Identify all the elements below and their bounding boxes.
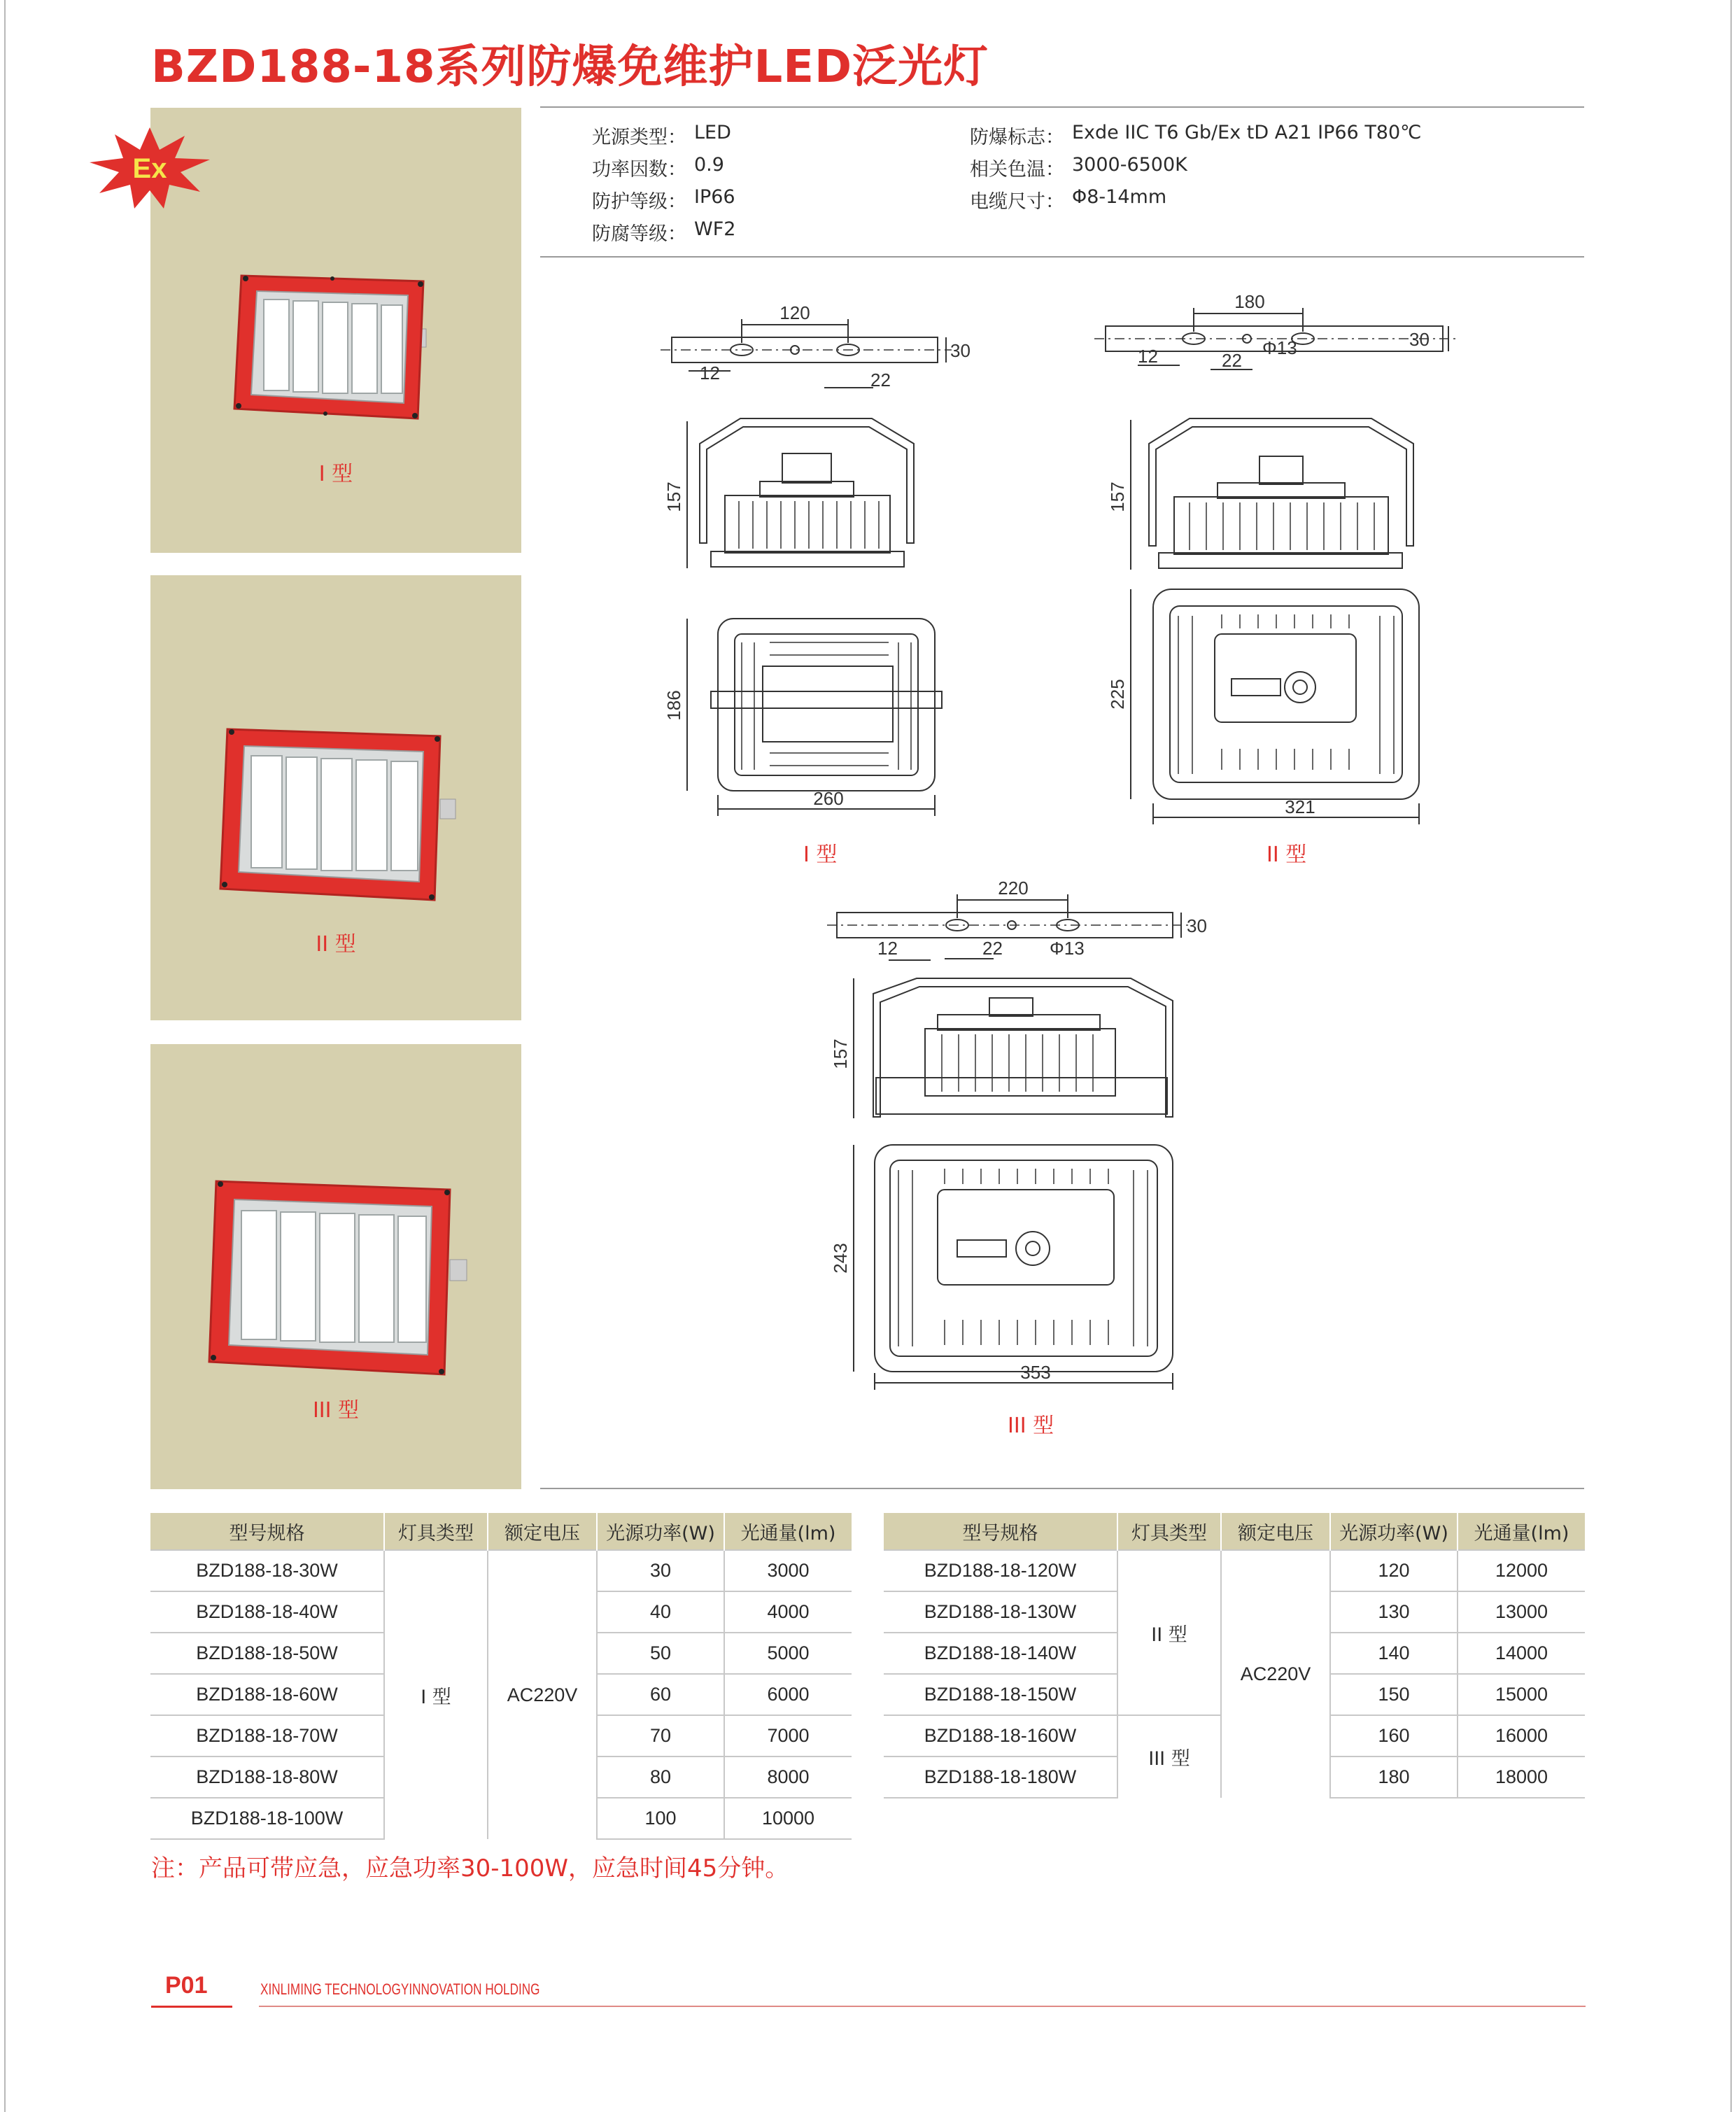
drawing-type-2 xyxy=(1092,287,1469,833)
spec-value-ex-marking: Exde IIC T6 Gb/Ex tD A21 IP66 T80℃ xyxy=(1072,122,1422,143)
table-row xyxy=(884,1550,1585,1591)
spec-top-rule xyxy=(540,106,1584,108)
lamp-type-cell: I 型 xyxy=(384,1550,488,1839)
drawing-label-type-2: II 型 xyxy=(1266,843,1307,867)
model-cell: BZD188-18-150W xyxy=(884,1674,1117,1715)
photo-label-type-3: III 型 xyxy=(312,1398,360,1423)
model-cell: BZD188-18-50W xyxy=(150,1633,384,1674)
power-cell: 140 xyxy=(1330,1633,1458,1674)
spec-label-color-temp: 相关色温： xyxy=(970,159,1064,181)
power-cell: 130 xyxy=(1330,1591,1458,1633)
model-cell: BZD188-18-40W xyxy=(150,1591,384,1633)
header-model: 型号规格 xyxy=(884,1513,1117,1550)
dim-height-3: 157 xyxy=(830,1039,851,1069)
dim-bracket-height-2: 30 xyxy=(1409,329,1430,350)
model-cell: BZD188-18-80W xyxy=(150,1757,384,1798)
lamp-photo-type-3 xyxy=(204,1174,478,1379)
dim-hole-dia-3: Φ13 xyxy=(1050,938,1085,959)
dim-depth-1: 186 xyxy=(663,690,684,721)
lamp-photo-type-2 xyxy=(215,722,467,904)
dim-slot-width-2: 22 xyxy=(1222,350,1242,371)
spec-bottom-rule xyxy=(540,256,1584,258)
power-cell: 40 xyxy=(597,1591,724,1633)
dim-width-1: 260 xyxy=(813,788,844,809)
header-power: 光源功率(W) xyxy=(597,1513,724,1550)
lamp-type-cell: II 型 xyxy=(1117,1550,1221,1715)
header-lamp-type: 灯具类型 xyxy=(384,1513,488,1550)
dim-width-3: 353 xyxy=(1020,1362,1051,1383)
header-model: 型号规格 xyxy=(150,1513,384,1550)
model-cell: BZD188-18-30W xyxy=(150,1550,384,1591)
table-row xyxy=(150,1550,852,1591)
flux-cell: 13000 xyxy=(1458,1591,1585,1633)
model-cell: BZD188-18-180W xyxy=(884,1757,1117,1798)
flux-cell: 4000 xyxy=(724,1591,852,1633)
page-right-edge xyxy=(1730,0,1732,2112)
drawing-bottom-rule xyxy=(540,1488,1584,1489)
footer-company: XINLIMING TECHNOLOGYINNOVATION HOLDING xyxy=(260,1980,540,1998)
dim-slot-width-3: 22 xyxy=(982,938,1003,959)
photo-label-type-2: II 型 xyxy=(316,932,356,957)
spec-value-power-factor: 0.9 xyxy=(694,154,724,176)
flux-cell: 10000 xyxy=(724,1798,852,1839)
dim-height-1: 157 xyxy=(663,481,684,512)
power-cell: 100 xyxy=(597,1798,724,1839)
power-cell: 80 xyxy=(597,1757,724,1798)
spec-value-color-temp: 3000-6500K xyxy=(1072,154,1187,176)
spec-table-right xyxy=(884,1513,1585,1798)
emergency-note: 注：产品可带应急，应急功率30-100W，应急时间45分钟。 xyxy=(151,1854,789,1882)
dim-depth-3: 243 xyxy=(830,1243,851,1274)
header-voltage: 额定电压 xyxy=(488,1513,597,1550)
dim-hole-offset-1: 12 xyxy=(700,362,720,383)
voltage-cell: AC220V xyxy=(1221,1550,1330,1798)
drawing-label-type-3: III 型 xyxy=(1008,1414,1054,1438)
table-header-row xyxy=(150,1513,852,1550)
dim-bracket-height-3: 30 xyxy=(1187,915,1207,936)
lamp-type-cell: III 型 xyxy=(1117,1715,1221,1798)
model-cell: BZD188-18-160W xyxy=(884,1715,1117,1757)
power-cell: 50 xyxy=(597,1633,724,1674)
power-cell: 160 xyxy=(1330,1715,1458,1757)
flux-cell: 3000 xyxy=(724,1550,852,1591)
spec-value-light-source: LED xyxy=(694,122,731,143)
dim-slot-width-1: 22 xyxy=(870,369,891,390)
model-cell: BZD188-18-100W xyxy=(150,1798,384,1839)
dim-bracket-height-1: 30 xyxy=(950,340,971,361)
drawing-type-3 xyxy=(826,872,1218,1404)
photo-panel-type-2 xyxy=(150,575,521,1020)
spec-label-cable-size: 电缆尺寸： xyxy=(970,191,1064,213)
dim-depth-2: 225 xyxy=(1107,679,1128,710)
header-power: 光源功率(W) xyxy=(1330,1513,1458,1550)
dim-height-2: 157 xyxy=(1107,481,1128,512)
flux-cell: 16000 xyxy=(1458,1715,1585,1757)
flux-cell: 6000 xyxy=(724,1674,852,1715)
flux-cell: 12000 xyxy=(1458,1550,1585,1591)
spec-label-anticorrosion: 防腐等级： xyxy=(592,223,686,245)
lamp-photo-type-1 xyxy=(227,269,451,423)
flux-cell: 14000 xyxy=(1458,1633,1585,1674)
header-flux: 光通量(lm) xyxy=(1458,1513,1585,1550)
ex-mark-text: Ex xyxy=(132,153,167,184)
header-voltage: 额定电压 xyxy=(1221,1513,1330,1550)
drawing-type-1 xyxy=(658,294,980,840)
dim-hole-offset-2: 12 xyxy=(1138,346,1158,367)
spec-value-cable-size: Φ8-14mm xyxy=(1072,186,1167,208)
dim-hole-dia-2: Φ13 xyxy=(1262,337,1297,358)
page-title: BZD188-18系列防爆免维护LED泛光灯 xyxy=(151,41,989,93)
footer-rule xyxy=(259,2006,1586,2007)
power-cell: 120 xyxy=(1330,1550,1458,1591)
model-cell: BZD188-18-60W xyxy=(150,1674,384,1715)
voltage-cell: AC220V xyxy=(488,1550,597,1839)
model-cell: BZD188-18-120W xyxy=(884,1550,1117,1591)
drawing-label-type-1: I 型 xyxy=(803,843,838,867)
power-cell: 150 xyxy=(1330,1674,1458,1715)
flux-cell: 8000 xyxy=(724,1757,852,1798)
power-cell: 70 xyxy=(597,1715,724,1757)
table-header-row xyxy=(884,1513,1585,1550)
flux-cell: 7000 xyxy=(724,1715,852,1757)
dim-bracket-span-3: 220 xyxy=(998,878,1029,899)
spec-label-light-source: 光源类型： xyxy=(592,127,686,148)
power-cell: 180 xyxy=(1330,1757,1458,1798)
model-cell: BZD188-18-140W xyxy=(884,1633,1117,1674)
spec-label-protection: 防护等级： xyxy=(592,191,686,213)
dim-bracket-span-2: 180 xyxy=(1234,291,1265,312)
spec-value-protection: IP66 xyxy=(694,186,735,208)
dim-bracket-span-1: 120 xyxy=(779,302,810,323)
flux-cell: 15000 xyxy=(1458,1674,1585,1715)
dim-hole-offset-3: 12 xyxy=(877,938,898,959)
model-cell: BZD188-18-70W xyxy=(150,1715,384,1757)
header-lamp-type: 灯具类型 xyxy=(1117,1513,1221,1550)
flux-cell: 5000 xyxy=(724,1633,852,1674)
page-number-underline xyxy=(151,2006,232,2008)
spec-label-power-factor: 功率因数： xyxy=(592,159,686,181)
page-number: P01 xyxy=(165,1972,208,1999)
spec-value-anticorrosion: WF2 xyxy=(694,218,736,240)
spec-table-left xyxy=(150,1513,852,1840)
power-cell: 30 xyxy=(597,1550,724,1591)
page-left-edge xyxy=(4,0,6,2112)
photo-panel-type-3 xyxy=(150,1044,521,1489)
dim-width-2: 321 xyxy=(1285,796,1315,817)
model-cell: BZD188-18-130W xyxy=(884,1591,1117,1633)
header-flux: 光通量(lm) xyxy=(724,1513,852,1550)
photo-label-type-1: I 型 xyxy=(318,462,353,486)
power-cell: 60 xyxy=(597,1674,724,1715)
explosion-proof-ex-icon xyxy=(87,126,213,210)
flux-cell: 18000 xyxy=(1458,1757,1585,1798)
spec-label-ex-marking: 防爆标志： xyxy=(970,127,1064,148)
